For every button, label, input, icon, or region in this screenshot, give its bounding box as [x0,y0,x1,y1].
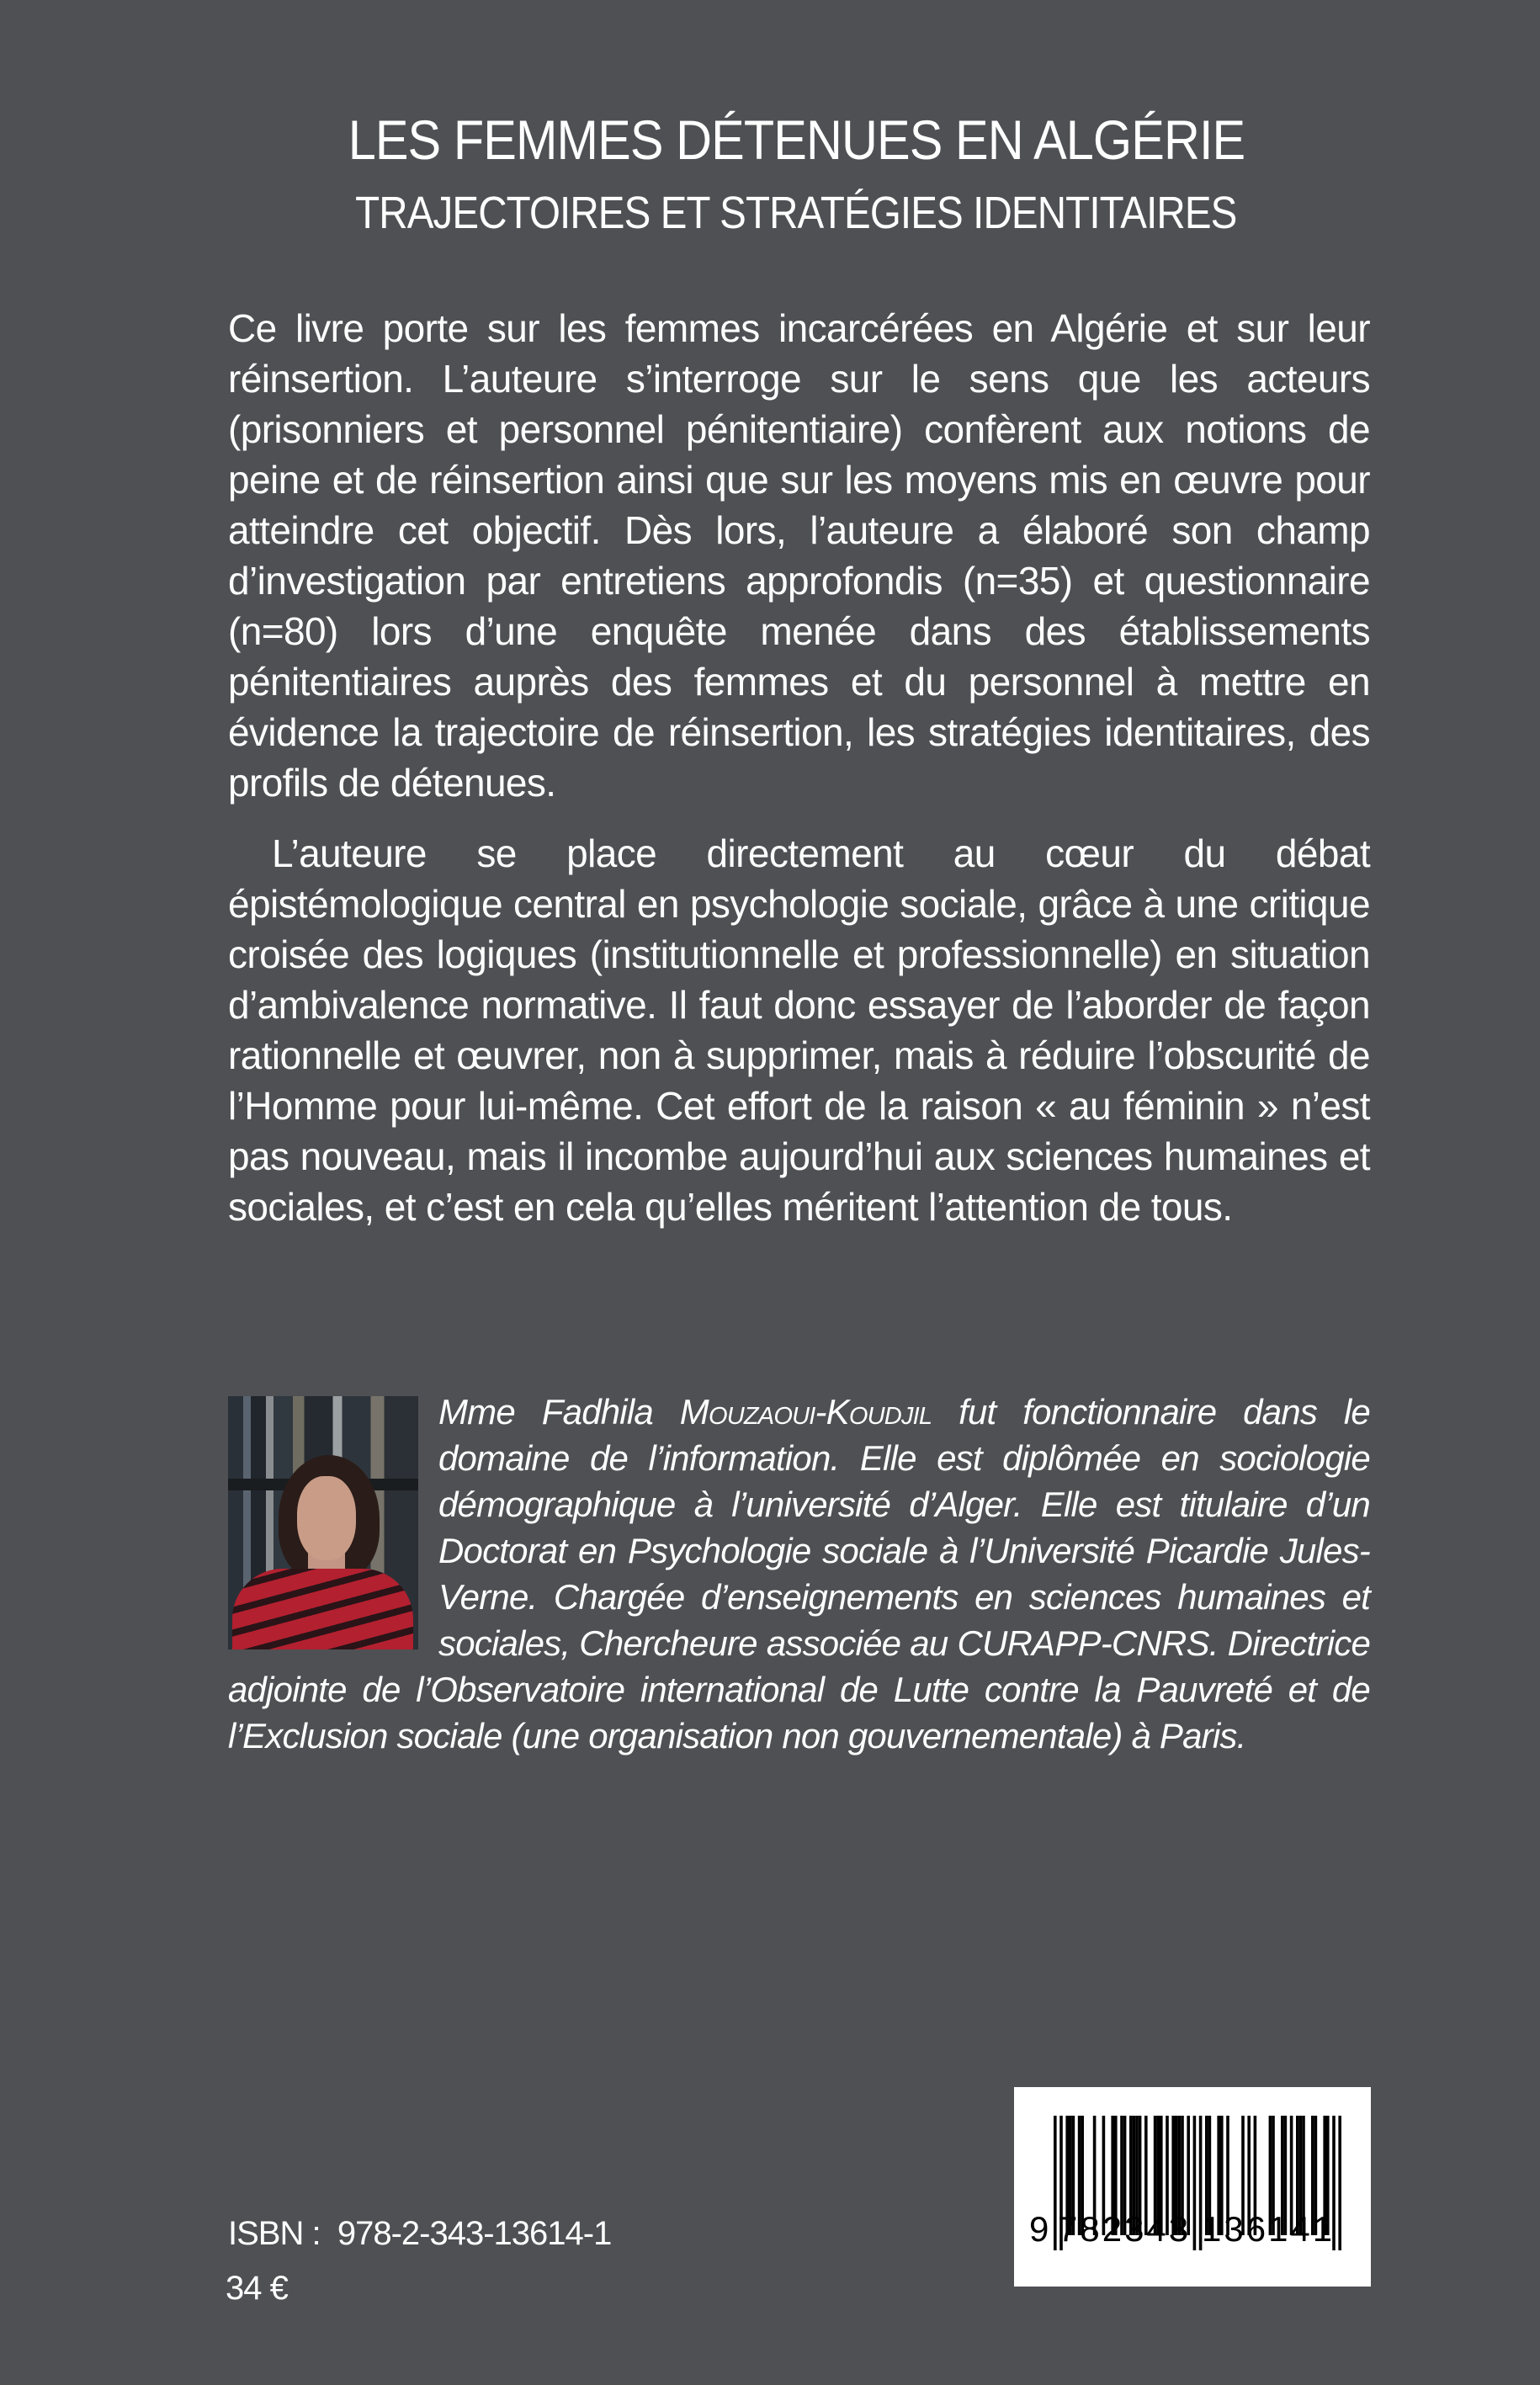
book-subtitle: TRAJECTOIRES ET STRATÉGIES IDENTITAIRES [355,188,1237,238]
barcode-first-digit: 9 [1029,2209,1049,2249]
author-bio-prefix: Mme Fadhila [438,1392,680,1432]
isbn-value: 978-2-343-13614-1 [337,2215,612,2252]
isbn-label: ISBN : [228,2215,321,2252]
summary-paragraph-1: Ce livre porte sur les femmes incarcérées en Algérie et sur leur réinsertion. L’auteure s’interroge sur le sens que les acteurs (prisonniers et personnel pénitentiaire) confèrent aux notions de peine et de réinsertion ainsi que sur les moyens mis en œuvre pour atteindre cet objectif. Dès lors, l’auteure a élaboré son champ d’investigation par entretiens approfondis (n=35) et questionnaire (n=80) lors d’une enquête menée dans des établissements pénitentiaires auprès des femmes et du personnel à mettre en évidence la trajectoire de réinsertion, les stratégies identitaires, des profils de détenues. [228,306,1370,805]
summary-paragraph-2: L’auteure se place directement au cœur du débat épistémologique central en psychologie sociale, grâce à une critique croisée des logiques (institutionnelle et professionnelle) en situation d’ambivalence normative. Il faut donc essayer de l’aborder de façon rationnelle et œuvrer, non à supprimer, mais à réduire l’obscurité de l’Homme pour lui-même. Cet effort de la raison « au féminin » n’est pas nouveau, mais il incombe aujourd’hui aux sciences humaines et sociales, et c’est en cela qu’elles méritent l’attention de tous. [228,831,1370,1229]
barcode-bar [1338,2116,1341,2250]
barcode-bar [1193,2116,1197,2250]
author-name: Mouzaoui-Koudjil [679,1392,932,1432]
author-bio [228,1389,1370,1759]
price: 34 € [226,2270,288,2307]
barcode-bar [1054,2116,1057,2250]
barcode-bars [1014,2087,1371,2287]
barcode [1014,2087,1371,2287]
book-title: LES FEMMES DÉTENUES EN ALGÉRIE [348,109,1245,171]
isbn [228,2215,611,2253]
author-bio-text: fut fonctionnaire dans le domaine de l’information. Elle est diplômée en sociologie démographique à l’université d’Alger. Elle est titulaire d’un Doctorat en Psychologie sociale à l’Université Picardie Jules-Verne. Chargée d’enseignements en sciences humaines et sociales, Chercheure associée au CURAPP-CNRS. Directrice adjointe de l’Observatoire international de Lutte contre la Pauvreté et de l’Exclusion sociale (une organisation non gouvernementale) à Paris. [228,1392,1370,1756]
barcode-right-digits: 136141 [1202,2209,1336,2249]
barcode-left-digits: 782343 [1058,2209,1192,2249]
